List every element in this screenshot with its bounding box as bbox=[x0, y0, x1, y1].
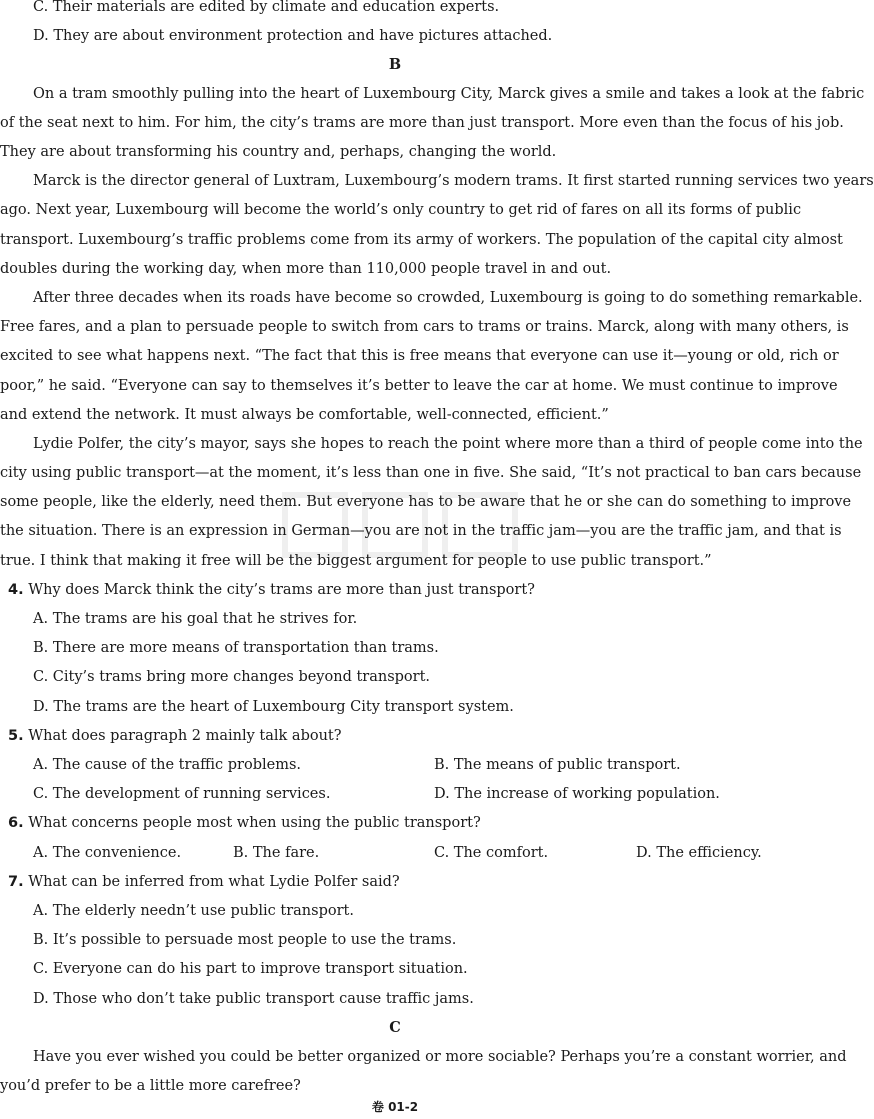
question-6-text: What concerns people most when using the public transport? bbox=[28, 815, 481, 831]
b-p4-line-5: true. I think that making it free will be the biggest argument for people to use public transport.” bbox=[0, 553, 712, 569]
q6-option-a: A. The convenience. bbox=[33, 845, 182, 861]
question-4 bbox=[8, 580, 535, 600]
question-6-number: 6. bbox=[8, 815, 24, 831]
q4-option-d: D. The trams are the heart of Luxembourg City transport system. bbox=[33, 699, 514, 715]
b-p1-line-1: On a tram smoothly pulling into the heart of Luxembourg City, Marck gives a smile and takes a look at the fabric bbox=[33, 86, 865, 102]
q5-option-d: D. The increase of working population. bbox=[434, 786, 720, 802]
q7-option-a: A. The elderly needn’t use public transport. bbox=[33, 903, 354, 919]
b-p3-line-1: After three decades when its roads have become so crowded, Luxembourg is going to do something remarkable. bbox=[33, 290, 863, 306]
b-p3-line-2: Free fares, and a plan to persuade people to switch from cars to trams or trains. Marck, along with many others, is bbox=[0, 319, 849, 335]
b-p1-line-3: They are about transforming his country and, perhaps, changing the world. bbox=[0, 144, 557, 160]
q4-option-a: A. The trams are his goal that he strives for. bbox=[33, 611, 358, 627]
question-6 bbox=[8, 813, 481, 833]
question-7-number: 7. bbox=[8, 874, 24, 890]
b-p4-line-1: Lydie Polfer, the city’s mayor, says she hopes to reach the point where more than a third of people come into the bbox=[33, 436, 863, 452]
section-c-heading: C bbox=[389, 1019, 401, 1036]
question-5 bbox=[8, 726, 342, 746]
q4-option-c: C. City’s trams bring more changes beyond transport. bbox=[33, 669, 431, 685]
section-b-heading: B bbox=[388, 56, 402, 73]
b-p1-line-2: of the seat next to him. For him, the city’s trams are more than just transport. More even than the focus of his job. bbox=[0, 115, 844, 131]
page-footer-label: 卷 01-2 bbox=[371, 1100, 419, 1114]
b-p3-line-4: poor,” he said. “Everyone can say to themselves it’s better to leave the car at home. We must continue to improve bbox=[0, 378, 838, 394]
q7-option-b: B. It’s possible to persuade most people to use the trams. bbox=[33, 932, 457, 948]
c-p1-line-1: Have you ever wished you could be better organized or more sociable? Perhaps you’re a constant worrier, and bbox=[33, 1049, 847, 1065]
b-p3-line-5: and extend the network. It must always be comfortable, well-connected, efficient.” bbox=[0, 407, 609, 423]
b-p2-line-4: doubles during the working day, when more than 110,000 people travel in and out. bbox=[0, 261, 612, 277]
question-4-text: Why does Marck think the city’s trams are more than just transport? bbox=[28, 582, 535, 598]
q7-option-d: D. Those who don’t take public transport cause traffic jams. bbox=[33, 991, 474, 1007]
question-4-number: 4. bbox=[8, 582, 24, 598]
q6-option-d: D. The efficiency. bbox=[636, 845, 762, 861]
q7-option-c: C. Everyone can do his part to improve transport situation. bbox=[33, 961, 468, 977]
c-p1-line-2: you’d prefer to be a little more carefree? bbox=[0, 1078, 301, 1094]
b-p2-line-1: Marck is the director general of Luxtram, Luxembourg’s modern trams. It first started running services two years bbox=[33, 173, 874, 189]
q5-option-c: C. The development of running services. bbox=[33, 786, 331, 802]
q6-option-b: B. The fare. bbox=[233, 845, 320, 861]
prev-option-c: C. Their materials are edited by climate and education experts. bbox=[33, 0, 500, 15]
q5-option-a: A. The cause of the traffic problems. bbox=[33, 757, 302, 773]
b-p2-line-3: transport. Luxembourg’s traffic problems come from its army of workers. The population of the capital city almost bbox=[0, 232, 843, 248]
b-p4-line-3: some people, like the elderly, need them. But everyone has to be aware that he or she can do something to improve bbox=[0, 494, 852, 510]
b-p4-line-2: city using public transport—at the moment, it’s less than one in five. She said, “It’s not practical to ban cars because bbox=[0, 465, 862, 481]
question-5-number: 5. bbox=[8, 728, 24, 744]
q6-option-c: C. The comfort. bbox=[434, 845, 549, 861]
prev-option-d: D. They are about environment protection and have pictures attached. bbox=[33, 28, 553, 44]
q4-option-b: B. There are more means of transportation than trams. bbox=[33, 640, 439, 656]
question-7 bbox=[8, 872, 400, 892]
b-p2-line-2: ago. Next year, Luxembourg will become the world’s only country to get rid of fares on all its forms of public bbox=[0, 202, 802, 218]
b-p4-line-4: the situation. There is an expression in German—you are not in the traffic jam—you are the traffic jam, and that is bbox=[0, 523, 842, 539]
b-p3-line-3: excited to see what happens next. “The fact that this is free means that everyone can use it—young or old, rich or bbox=[0, 348, 839, 364]
question-7-text: What can be inferred from what Lydie Polfer said? bbox=[28, 874, 400, 890]
question-5-text: What does paragraph 2 mainly talk about? bbox=[28, 728, 342, 744]
q5-option-b: B. The means of public transport. bbox=[434, 757, 681, 773]
